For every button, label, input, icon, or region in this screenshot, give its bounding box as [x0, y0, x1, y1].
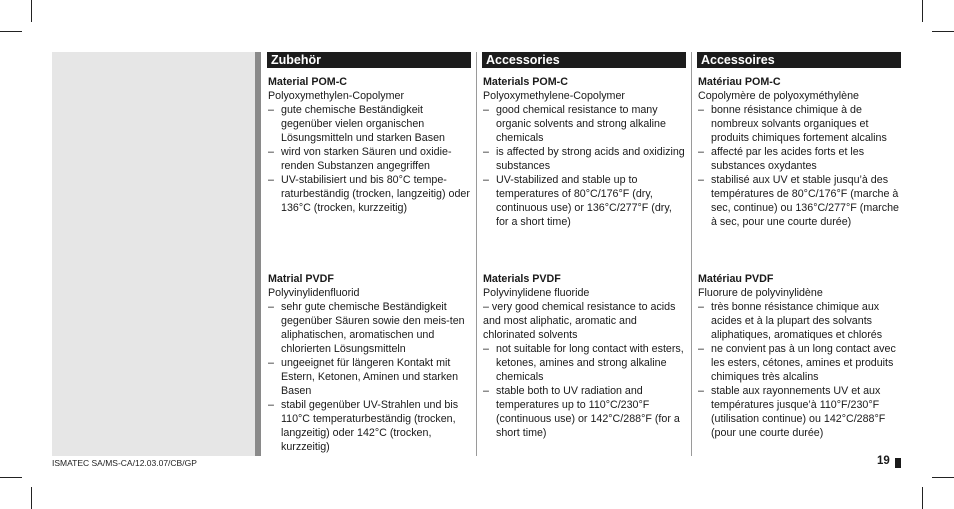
list-item: – is affected by strong acids and oxidizing substances [483, 145, 686, 173]
column-en-pvdf [483, 272, 686, 440]
list-item: – stable aux rayonnements UV et aux températures jusque’à 110°F/230°F (utilisation continue) ou 142°C/288°F (pour une courte durée) [698, 384, 903, 440]
list-item: – very good chemical resistance to acids and most aliphatic, aromatic and chlorinated solvents [483, 301, 676, 341]
pom-subtitle: Polyoxymethylen-Copolymer [268, 90, 405, 102]
column-de-pvdf [268, 272, 471, 454]
crop-mark [31, 487, 32, 509]
list-item: – stabil gegenüber UV-Strahlen und bis 110°C temperaturbeständig (trocken, langzeitig) oder 142°C (trocken, kurzzeitig) [268, 398, 471, 454]
left-gray-panel [52, 52, 255, 456]
document-code: ISMATEC SA/MS-CA/12.03.07/CB/GP [52, 458, 197, 468]
left-gray-stripe [255, 52, 261, 456]
pvdf-title: Materials PVDF [483, 273, 561, 285]
crop-mark [932, 477, 954, 478]
list-item: – bonne résistance chimique à de nombreux solvants organiques et produits chimiques fortement alcalins [698, 103, 903, 145]
list-item: – UV-stabilized and stable up to temperatures of 80°C/176°F (dry, continuous use) or 136°C/277°F (dry, for a short time) [483, 173, 686, 229]
list-item: – UV-stabilisiert und bis 80°C tempe-raturbeständig (trocken, langzeitig) oder 136°C (trocken, kurzzeitig) [268, 173, 471, 215]
column-divider [476, 52, 477, 456]
header-fr: Accessoires [697, 52, 901, 68]
pvdf-title: Matériau PVDF [698, 273, 774, 285]
column-fr-pvdf [698, 272, 903, 440]
list-item: – très bonne résistance chimique aux acides et à la plupart des solvants aliphatiques, aromatiques et chlorés [698, 300, 903, 342]
list-item: – ungeeignet für längeren Kontakt mit Estern, Ketonen, Aminen und starken Basen [268, 356, 471, 398]
column-divider [691, 52, 692, 456]
column-de [268, 75, 471, 215]
list-item: – sehr gute chemische Beständigkeit gegenüber Säuren sowie den meis-ten aliphatischen, aromatischen und chlorierten Lösungsmitteln [268, 300, 471, 356]
pvdf-list [698, 300, 903, 440]
pom-title: Matériau POM-C [698, 76, 781, 88]
list-item: – not suitable for long contact with esters, ketones, amines and strong alkaline chemicals [483, 342, 686, 384]
list-item: – gute chemische Beständigkeit gegenüber vielen organischen Lösungsmitteln und starken Basen [268, 103, 471, 145]
pvdf-list [483, 300, 686, 440]
column-en [483, 75, 686, 229]
pvdf-title: Matrial PVDF [268, 273, 334, 285]
crop-mark [0, 31, 22, 32]
pom-subtitle: Copolymère de polyoxyméthylène [698, 90, 859, 102]
pvdf-list [268, 300, 471, 454]
pom-title: Materials POM-C [483, 76, 568, 88]
page-number: 19 [877, 455, 890, 467]
crop-mark [922, 0, 923, 22]
crop-mark [31, 0, 32, 22]
header-en: Accessories [482, 52, 686, 68]
page-marker [895, 458, 901, 468]
pom-list [268, 103, 471, 215]
pvdf-subtitle: Polyvinylidenfluorid [268, 287, 360, 299]
header-de: Zubehör [267, 52, 471, 68]
pvdf-subtitle: Polyvinylidene fluoride [483, 287, 590, 299]
pom-list [483, 103, 686, 229]
list-item: – ne convient pas à un long contact avec les esters, cétones, amines et produits chimiques très alcalins [698, 342, 903, 384]
pvdf-subtitle: Fluorure de polyvinylidène [698, 287, 823, 299]
list-item: – good chemical resistance to many organic solvents and strong alkaline chemicals [483, 103, 686, 145]
crop-mark [0, 477, 22, 478]
pom-subtitle: Polyoxymethylene-Copolymer [483, 90, 625, 102]
pom-list [698, 103, 903, 229]
column-fr [698, 75, 903, 229]
list-item: – affecté par les acides forts et les substances oxydantes [698, 145, 903, 173]
list-item: – stable both to UV radiation and temperatures up to 110°C/230°F (continuous use) or 142°C/288°F (for a short time) [483, 384, 686, 440]
pom-title: Material POM-C [268, 76, 347, 88]
list-item: – wird von starken Säuren und oxidie-renden Substanzen angegriffen [268, 145, 471, 173]
crop-mark [932, 31, 954, 32]
crop-mark [922, 487, 923, 509]
list-item: – stabilisé aux UV et stable jusqu’à des températures de 80°C/176°F (marche à sec, continue) ou 136°C/277°F (marche à sec, pour une courte durée) [698, 173, 903, 229]
